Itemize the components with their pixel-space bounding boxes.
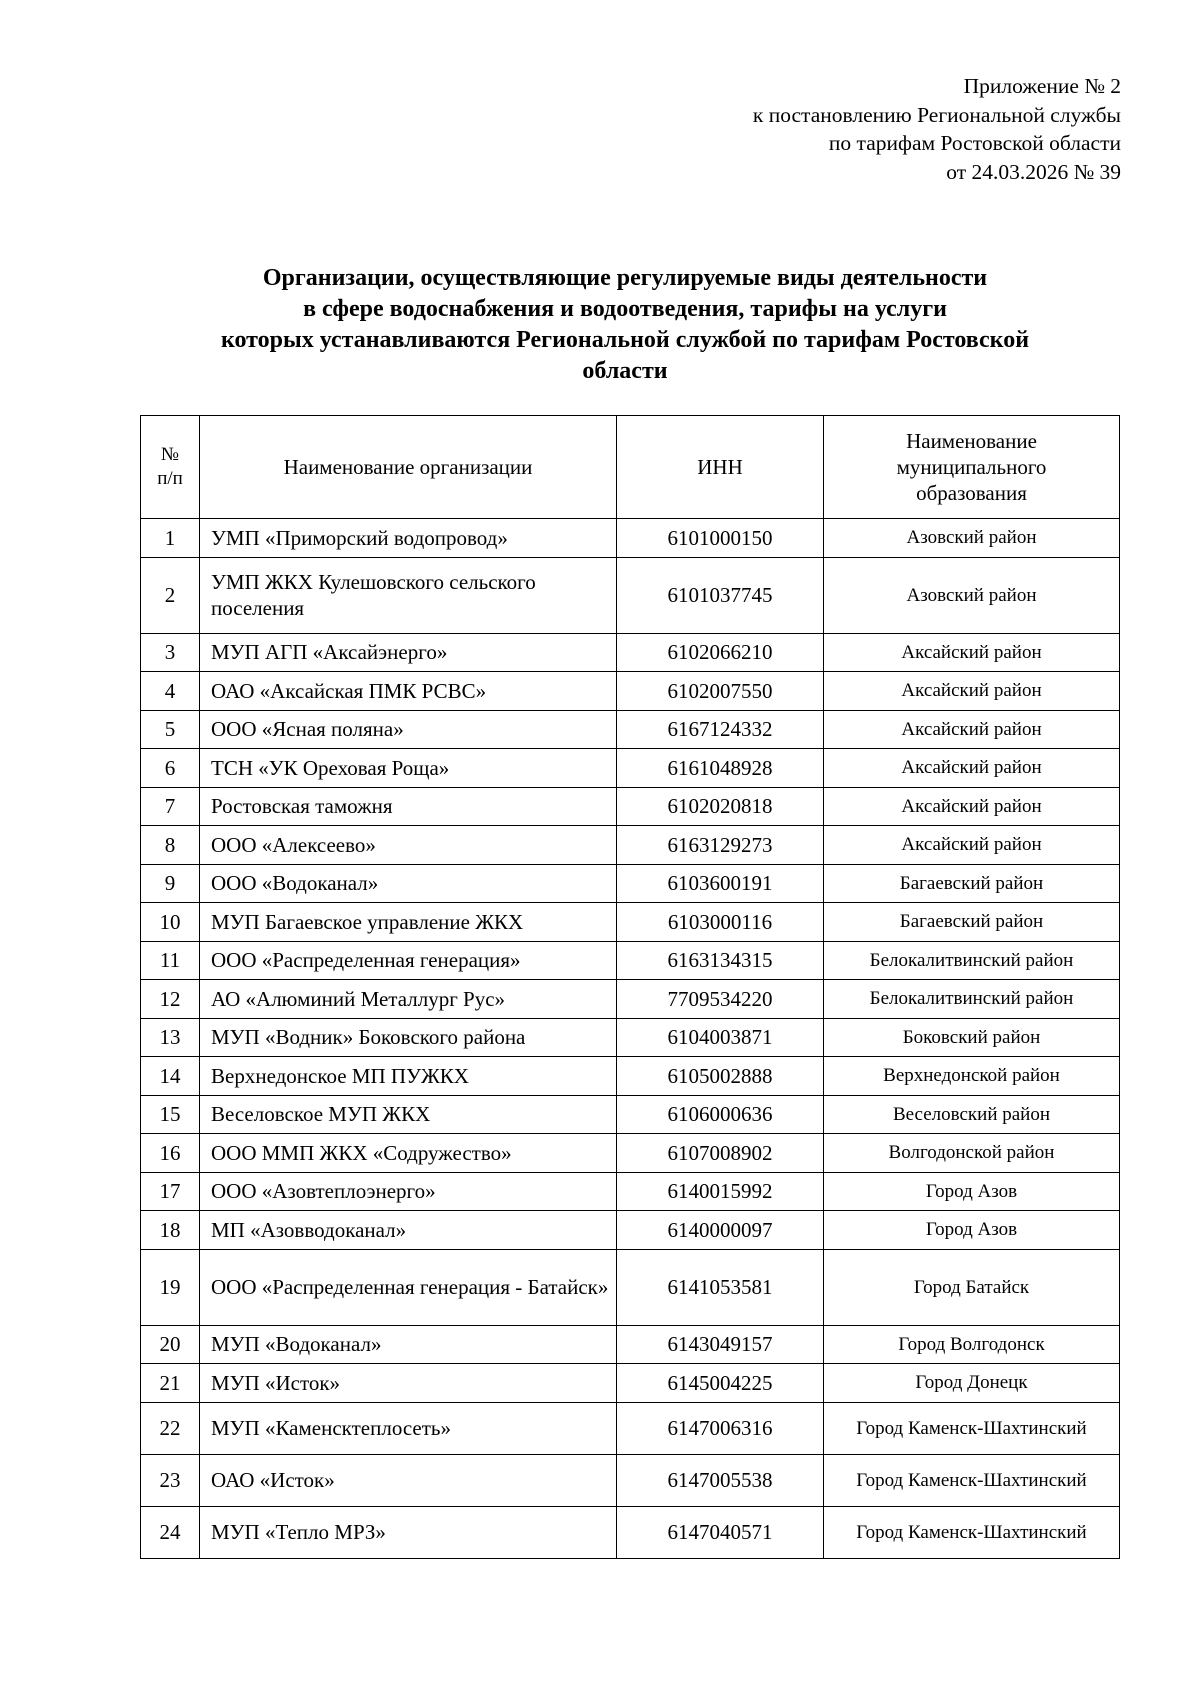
appendix-line: Приложение № 2 — [963, 74, 1121, 98]
organization-inn: 6105002888 — [617, 1057, 824, 1096]
row-number: 22 — [141, 1402, 200, 1454]
table-row — [141, 1325, 1120, 1364]
row-number: 11 — [141, 941, 200, 980]
table-row — [141, 749, 1120, 788]
organization-inn: 6147040571 — [617, 1506, 824, 1558]
organization-name: УМП «Приморский водопровод» — [200, 519, 617, 558]
header-municipality — [824, 416, 1120, 519]
municipality-name: Багаевский район — [824, 864, 1120, 903]
organization-name: МУП «Исток» — [200, 1364, 617, 1403]
table-row — [141, 1095, 1120, 1134]
organization-name: Верхнедонское МП ПУЖКХ — [200, 1057, 617, 1096]
organization-inn: 6103000116 — [617, 903, 824, 942]
organization-inn: 6102020818 — [617, 787, 824, 826]
table-row — [141, 1211, 1120, 1250]
table-row — [141, 1134, 1120, 1173]
table-header — [141, 416, 1120, 519]
organization-inn: 6140000097 — [617, 1211, 824, 1250]
organization-inn: 6163134315 — [617, 941, 824, 980]
organization-inn: 6147006316 — [617, 1402, 824, 1454]
row-number: 2 — [141, 557, 200, 633]
row-number: 18 — [141, 1211, 200, 1250]
table-header-row — [141, 416, 1120, 519]
organization-inn: 6101037745 — [617, 557, 824, 633]
row-number: 10 — [141, 903, 200, 942]
municipality-name: Город Азов — [824, 1172, 1120, 1211]
organization-inn: 6102066210 — [617, 633, 824, 672]
table-body — [141, 519, 1120, 1559]
organization-inn: 6167124332 — [617, 710, 824, 749]
row-number: 23 — [141, 1454, 200, 1506]
organization-name: ООО «Водоканал» — [200, 864, 617, 903]
document-title — [130, 263, 1120, 387]
municipality-name: Аксайский район — [824, 749, 1120, 788]
municipality-name: Город Донецк — [824, 1364, 1120, 1403]
table-row — [141, 941, 1120, 980]
row-number: 21 — [141, 1364, 200, 1403]
municipality-name: Город Батайск — [824, 1249, 1120, 1325]
table-row — [141, 1506, 1120, 1558]
row-number: 19 — [141, 1249, 200, 1325]
organization-inn: 6140015992 — [617, 1172, 824, 1211]
municipality-name: Верхнедонской район — [824, 1057, 1120, 1096]
table-row — [141, 903, 1120, 942]
municipality-name: Боковский район — [824, 1018, 1120, 1057]
organization-name: Веселовское МУП ЖКХ — [200, 1095, 617, 1134]
table-row — [141, 633, 1120, 672]
organization-name: МУП Багаевское управление ЖКХ — [200, 903, 617, 942]
row-number: 14 — [141, 1057, 200, 1096]
organizations-table — [140, 415, 1120, 1559]
row-number: 8 — [141, 826, 200, 865]
organization-inn: 6145004225 — [617, 1364, 824, 1403]
organization-name: ТСН «УК Ореховая Роща» — [200, 749, 617, 788]
organization-inn: 6147005538 — [617, 1454, 824, 1506]
table-row — [141, 826, 1120, 865]
organization-name: МУП «Тепло МРЗ» — [200, 1506, 617, 1558]
table-row — [141, 519, 1120, 558]
row-number: 15 — [141, 1095, 200, 1134]
organization-name: ООО ММП ЖКХ «Содружество» — [200, 1134, 617, 1173]
row-number: 12 — [141, 980, 200, 1019]
table-row — [141, 1018, 1120, 1057]
table-row — [141, 787, 1120, 826]
row-number: 17 — [141, 1172, 200, 1211]
table-row — [141, 1454, 1120, 1506]
table-row — [141, 1364, 1120, 1403]
municipality-name: Белокалитвинский район — [824, 941, 1120, 980]
organization-inn: 6103600191 — [617, 864, 824, 903]
table-row — [141, 557, 1120, 633]
row-number: 16 — [141, 1134, 200, 1173]
row-number: 5 — [141, 710, 200, 749]
organization-name: ООО «Алексеево» — [200, 826, 617, 865]
organization-name: АО «Алюминий Металлург Рус» — [200, 980, 617, 1019]
organization-name: МП «Азовводоканал» — [200, 1211, 617, 1250]
table-row — [141, 672, 1120, 711]
municipality-name: Аксайский район — [824, 826, 1120, 865]
municipality-name: Белокалитвинский район — [824, 980, 1120, 1019]
organization-name: МУП «Водник» Боковского района — [200, 1018, 617, 1057]
table-row — [141, 1402, 1120, 1454]
municipality-name: Аксайский район — [824, 633, 1120, 672]
appendix-line: по тарифам Ростовской области — [828, 131, 1121, 155]
title-line: которых устанавливаются Региональной службой по тарифам Ростовской — [220, 327, 1030, 353]
table-row — [141, 1249, 1120, 1325]
municipality-name: Город Каменск-Шахтинский — [824, 1402, 1120, 1454]
table-row — [141, 864, 1120, 903]
row-number: 20 — [141, 1325, 200, 1364]
organization-name: ООО «Распределенная генерация - Батайск» — [200, 1249, 617, 1325]
organization-name: МУП «Водоканал» — [200, 1325, 617, 1364]
row-number: 7 — [141, 787, 200, 826]
municipality-name: Город Каменск-Шахтинский — [824, 1454, 1120, 1506]
header-mun-line3: образования — [916, 481, 1027, 505]
header-num-line2: п/п — [157, 468, 183, 489]
organization-name: ООО «Азовтеплоэнерго» — [200, 1172, 617, 1211]
organization-name: ООО «Ясная поляна» — [200, 710, 617, 749]
appendix-line: к постановлению Региональной службы — [752, 102, 1121, 127]
header-mun-line1: Наименование — [906, 429, 1037, 453]
organization-name: ООО «Распределенная генерация» — [200, 941, 617, 980]
organization-inn: 6161048928 — [617, 749, 824, 788]
organization-name: ОАО «Исток» — [200, 1454, 617, 1506]
municipality-name: Город Азов — [824, 1211, 1120, 1250]
organization-inn: 7709534220 — [617, 980, 824, 1019]
table-row — [141, 710, 1120, 749]
row-number: 4 — [141, 672, 200, 711]
header-num-line1: № — [160, 444, 180, 465]
municipality-name: Город Волгодонск — [824, 1325, 1120, 1364]
header-inn: ИНН — [617, 416, 824, 519]
municipality-name: Аксайский район — [824, 710, 1120, 749]
municipality-name: Город Каменск-Шахтинский — [824, 1506, 1120, 1558]
row-number: 1 — [141, 519, 200, 558]
title-line: Организации, осуществляющие регулируемые виды деятельности — [262, 265, 988, 291]
row-number: 6 — [141, 749, 200, 788]
organization-inn: 6104003871 — [617, 1018, 824, 1057]
organization-inn: 6102007550 — [617, 672, 824, 711]
header-name: Наименование организации — [200, 416, 617, 519]
appendix-header — [753, 72, 1121, 186]
header-mun-line2: муниципального — [896, 455, 1047, 479]
organization-name: УМП ЖКХ Кулешовского сельского поселения — [200, 557, 617, 633]
row-number: 9 — [141, 864, 200, 903]
row-number: 13 — [141, 1018, 200, 1057]
table-row — [141, 980, 1120, 1019]
table-row — [141, 1057, 1120, 1096]
organization-inn: 6141053581 — [617, 1249, 824, 1325]
title-line: области — [582, 358, 668, 384]
table-row — [141, 1172, 1120, 1211]
municipality-name: Азовский район — [824, 519, 1120, 558]
appendix-line: от 24.03.2026 № 39 — [946, 159, 1121, 184]
organization-inn: 6143049157 — [617, 1325, 824, 1364]
organization-name: МУП АГП «Аксайэнерго» — [200, 633, 617, 672]
organization-name: Ростовская таможня — [200, 787, 617, 826]
row-number: 3 — [141, 633, 200, 672]
municipality-name: Аксайский район — [824, 787, 1120, 826]
title-line: в сфере водоснабжения и водоотведения, тарифы на услуги — [303, 296, 947, 322]
municipality-name: Волгодонской район — [824, 1134, 1120, 1173]
organization-name: ОАО «Аксайская ПМК РСВС» — [200, 672, 617, 711]
organization-inn: 6163129273 — [617, 826, 824, 865]
organization-inn: 6106000636 — [617, 1095, 824, 1134]
row-number: 24 — [141, 1506, 200, 1558]
header-num — [141, 416, 200, 519]
organization-inn: 6101000150 — [617, 519, 824, 558]
organization-inn: 6107008902 — [617, 1134, 824, 1173]
municipality-name: Веселовский район — [824, 1095, 1120, 1134]
municipality-name: Багаевский район — [824, 903, 1120, 942]
municipality-name: Аксайский район — [824, 672, 1120, 711]
organization-name: МУП «Каменсктеплосеть» — [200, 1402, 617, 1454]
municipality-name: Азовский район — [824, 557, 1120, 633]
